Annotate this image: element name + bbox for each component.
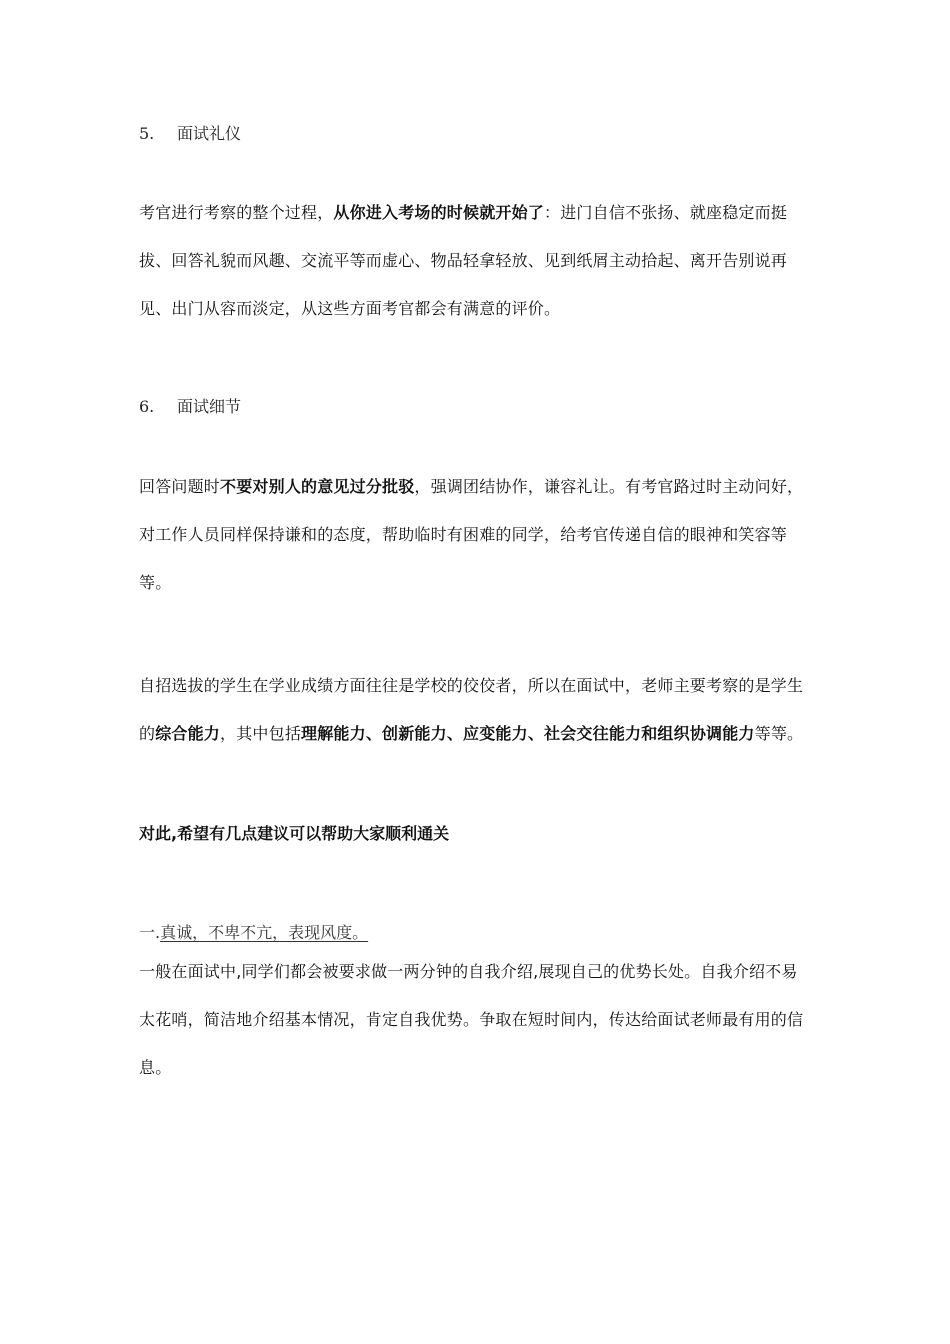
tip-1-title: 真诚，不卑不亢，表现风度。	[160, 923, 369, 942]
section-5-number: 5.	[139, 124, 155, 143]
tip-1-heading	[139, 922, 368, 944]
section-5-text-b: ：进门自信不张扬、就座稳定而挺拔、回答礼貌而风趣、交流平等而虚心、物品轻拿轻放、见到纸屑主动拾起、离开告别说再见、出门从容而淡定，从这些方面考官都会有满意的评价。	[139, 203, 788, 318]
ability-text-c: 等等。	[754, 724, 804, 743]
section-6-title: 面试细节	[177, 397, 242, 416]
section-6-text-bold: 不要对别人的意见过分批驳	[220, 477, 415, 496]
section-5-text-a: 考官进行考察的整个过程，	[139, 203, 334, 222]
section-6-text-b: ，强调团结协作，谦容礼让。有考官路过时主动问好，对工作人员同样保持谦和的态度，帮助临时有困难的同学，给考官传递自信的眼神和笑容等等。	[139, 477, 804, 592]
section-5-text-bold: 从你进入考场的时候就开始了	[333, 203, 545, 222]
tip-1-paragraph: 一般在面试中,同学们都会被要求做一两分钟的自我介绍,展现自己的优势长处。自我介绍不易太花哨，简洁地介绍基本情况，肯定自我优势。争取在短时间内，传达给面试老师最有用的信息。	[139, 962, 804, 1077]
section-5-heading	[139, 123, 241, 145]
ability-text-a: 自招选拔的学生在学业成绩方面往往是学校的佼佼者，所以在面试中，老师主要考察的是学生的	[139, 676, 804, 743]
section-6-paragraph	[139, 463, 811, 607]
section-6-text-a: 回答问题时	[139, 477, 221, 496]
tip-1-prefix: 一.	[139, 923, 161, 942]
section-6-heading	[139, 396, 241, 418]
section-5-paragraph	[139, 189, 811, 333]
ability-text-bold-b: 理解能力、创新能力、应变能力、社会交往能力和组织协调能力	[301, 724, 755, 743]
section-5-title: 面试礼仪	[177, 124, 242, 143]
ability-text-b: ，其中包括	[220, 724, 302, 743]
ability-text-bold-a: 综合能力	[155, 724, 221, 743]
advice-intro: 对此,希望有几点建议可以帮助大家顺利通关	[139, 824, 450, 843]
ability-paragraph	[139, 662, 811, 758]
section-6-number: 6.	[139, 397, 155, 416]
